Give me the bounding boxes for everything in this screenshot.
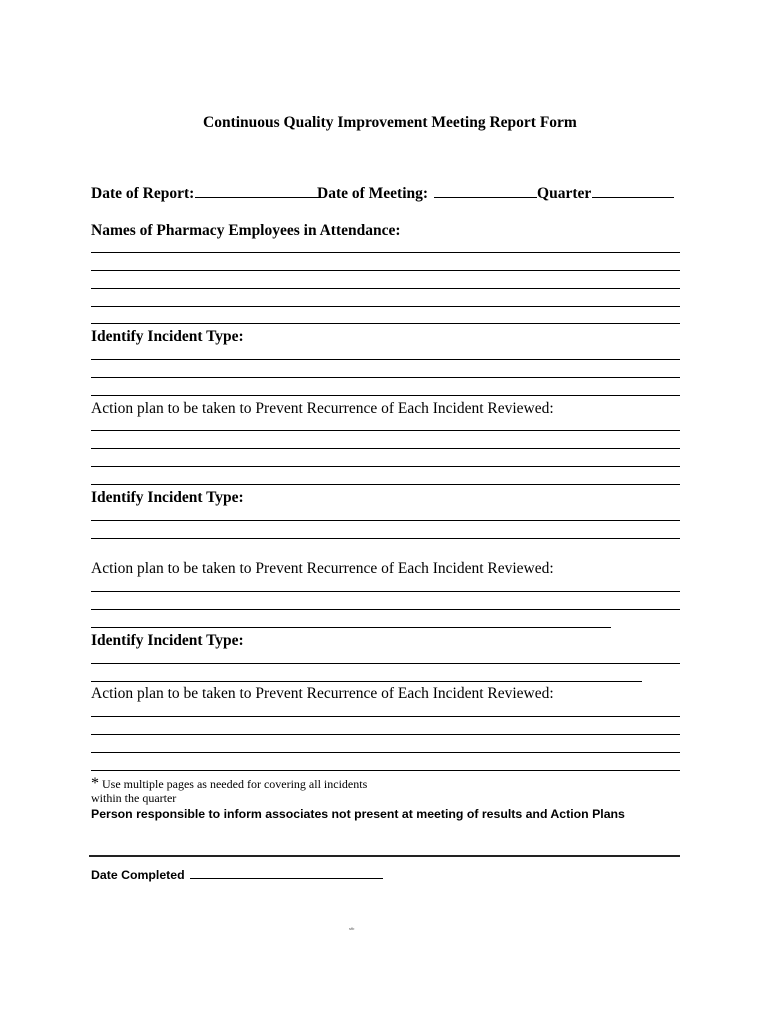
attendance-line[interactable] [91, 270, 680, 271]
action-plan-line[interactable] [91, 466, 680, 467]
action-plan-label-1: Action plan to be taken to Prevent Recurrence of Each Incident Reviewed: [91, 400, 554, 417]
action-plan-line[interactable] [91, 591, 680, 592]
asterisk-marker: * [91, 775, 99, 792]
incident-type-label-3: Identify Incident Type: [91, 632, 244, 649]
action-plan-line[interactable] [91, 770, 680, 771]
note-line-1: Use multiple pages as needed for covering all incidents [102, 777, 368, 791]
action-plan-line[interactable] [91, 484, 680, 485]
attendance-line[interactable] [91, 288, 680, 289]
date-of-meeting-field[interactable] [317, 186, 674, 202]
action-plan-label-2: Action plan to be taken to Prevent Recurrence of Each Incident Reviewed: [91, 560, 554, 577]
action-plan-line[interactable] [91, 448, 680, 449]
attendance-line[interactable] [91, 306, 680, 307]
responsible-person-label: Person responsible to inform associates not present at meeting of results and Action Plans [91, 807, 625, 821]
incident-type-line[interactable] [91, 520, 680, 521]
date-of-report-field[interactable] [91, 186, 321, 202]
date-completed-blank[interactable] [190, 878, 383, 879]
action-plan-label-3: Action plan to be taken to Prevent Recurrence of Each Incident Reviewed: [91, 685, 554, 702]
attendance-label: Names of Pharmacy Employees in Attendance: [91, 222, 401, 239]
section-divider [89, 855, 680, 857]
incident-type-line[interactable] [91, 681, 642, 682]
date-completed-field[interactable] [91, 869, 383, 881]
incident-type-line[interactable] [91, 538, 680, 539]
quarter-label: Quarter [537, 185, 592, 202]
note-line-2: within the quarter [91, 791, 177, 805]
date-of-report-blank[interactable] [195, 197, 321, 198]
action-plan-line[interactable] [91, 716, 680, 717]
incident-type-line[interactable] [91, 377, 680, 378]
quarter-blank[interactable] [592, 197, 674, 198]
date-completed-label: Date Completed [91, 868, 185, 882]
multiple-pages-note [91, 776, 367, 792]
incident-type-label-2: Identify Incident Type: [91, 489, 244, 506]
action-plan-line[interactable] [91, 627, 611, 628]
incident-type-line[interactable] [91, 663, 680, 664]
action-plan-line[interactable] [91, 430, 680, 431]
attendance-line[interactable] [91, 252, 680, 253]
incident-type-label-1: Identify Incident Type: [91, 328, 244, 345]
action-plan-line[interactable] [91, 609, 680, 610]
date-of-meeting-blank[interactable] [434, 197, 537, 198]
footer-mark: sfb [349, 926, 355, 931]
date-of-meeting-label: Date of Meeting: [317, 185, 429, 202]
action-plan-line[interactable] [91, 734, 680, 735]
date-of-report-label: Date of Report: [91, 185, 195, 202]
incident-type-line[interactable] [91, 395, 680, 396]
form-title: Continuous Quality Improvement Meeting Report Form [203, 114, 577, 131]
action-plan-line[interactable] [91, 752, 680, 753]
incident-type-line[interactable] [91, 359, 680, 360]
attendance-line[interactable] [91, 323, 680, 324]
